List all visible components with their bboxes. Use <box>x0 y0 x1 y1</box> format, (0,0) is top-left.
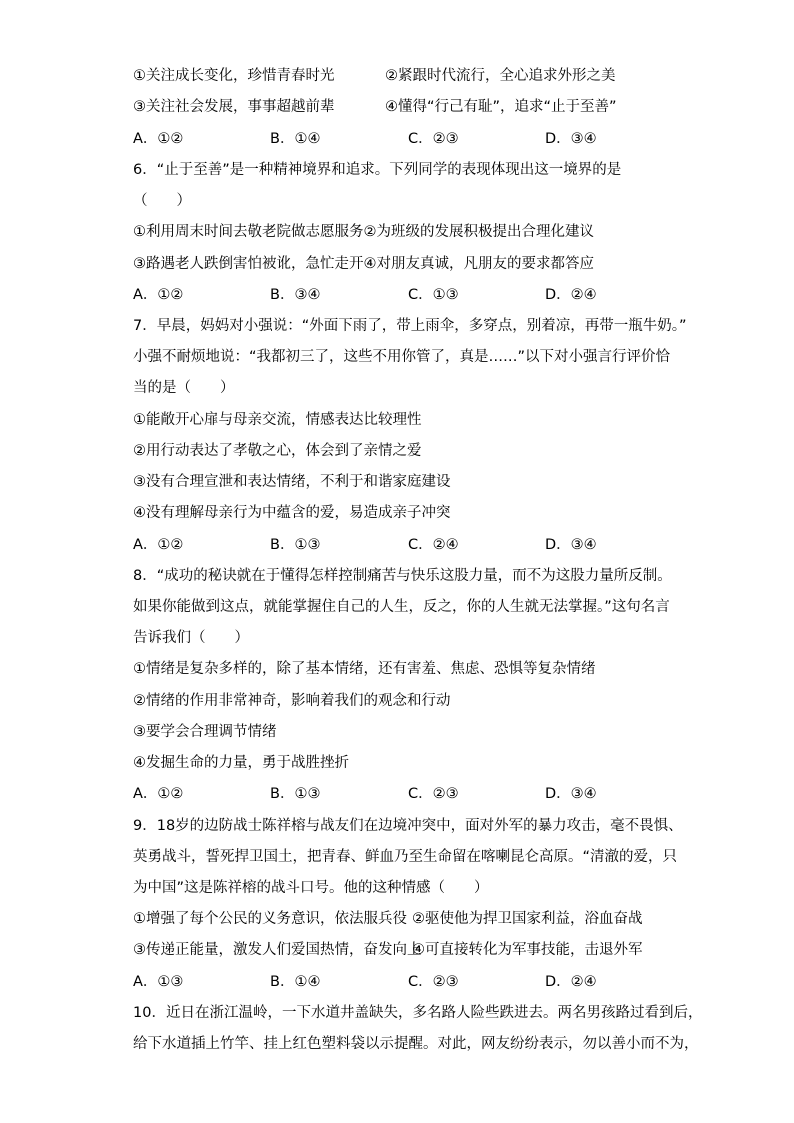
q8-item-3: ③要学会合理调节情绪 <box>133 724 277 740</box>
q9-choice-c: C．②③ <box>408 974 459 990</box>
q7-stem-line-3: 当的是（ ） <box>133 380 235 396</box>
q6-options-line-1: ①利用周末时间去敬老院做志愿服务②为班级的发展积极提出合理化建议 <box>133 224 594 240</box>
q5-choice-d: D．③④ <box>545 131 597 147</box>
q9-option-2: ②驱使他为捍卫国家利益，浴血奋战 <box>412 911 643 927</box>
q7-stem-line-2: 小强不耐烦地说：“我都初三了，这些不用你管了，真是……”以下对小强言行评价恰 <box>133 349 671 365</box>
q6-choice-d: D．②④ <box>545 287 597 303</box>
q6-choice-c: C．①③ <box>408 287 459 303</box>
q10-stem-line-1: 10．近日在浙江温岭，一下水道井盖缺失，多名路人险些跌进去。两名男孩路过看到后， <box>133 1005 703 1021</box>
q9-stem-line-1: 9．18岁的边防战士陈祥榕与战友们在边境冲突中，面对外军的暴力攻击，毫不畏惧、 <box>133 818 683 834</box>
q7-choice-c: C．②④ <box>408 537 459 553</box>
q8-item-1: ①情绪是复杂多样的，除了基本情绪，还有害羞、焦虑、恐惧等复杂情绪 <box>133 661 596 677</box>
q8-item-2: ②情绪的作用非常神奇，影响着我们的观念和行动 <box>133 693 451 709</box>
q9-stem-line-3: 为中国”这是陈祥榕的战斗口号。他的这种情感（ ） <box>133 880 489 896</box>
q5-choice-b: B．①④ <box>270 131 321 147</box>
q7-item-3: ③没有合理宣泄和表达情绪，不利于和谐家庭建设 <box>133 474 451 490</box>
q5-option-4: ④懂得“行己有耻”，追求“止于至善” <box>385 99 617 115</box>
q7-choice-d: D．③④ <box>545 537 597 553</box>
q9-option-4: ④可直接转化为军事技能，击退外军 <box>412 942 643 958</box>
q8-stem-line-2: 如果你能做到这点，就能掌握住自己的人生，反之，你的人生就无法掌握。”这句名言 <box>133 599 670 615</box>
q7-choice-b: B．①③ <box>270 537 321 553</box>
q9-choice-d: D．②④ <box>545 974 597 990</box>
q8-choice-c: C．②③ <box>408 786 459 802</box>
q9-option-3: ③传递正能量，激发人们爱国热情，奋发向上 <box>133 942 422 958</box>
q7-stem-line-1: 7．早晨，妈妈对小强说：“外面下雨了，带上雨伞，多穿点，别着凉，再带一瓶牛奶。” <box>133 318 687 334</box>
q7-item-1: ①能敞开心扉与母亲交流，情感表达比较理性 <box>133 412 422 428</box>
q8-choice-a: A．①② <box>133 786 184 802</box>
q9-option-1: ①增强了每个公民的义务意识，依法服兵役 <box>133 911 407 927</box>
q8-choice-b: B．①③ <box>270 786 321 802</box>
q7-choice-a: A．①② <box>133 537 184 553</box>
q9-choice-a: A．①③ <box>133 974 184 990</box>
q6-choice-b: B．③④ <box>270 287 321 303</box>
q6-options-line-2: ③路遇老人跌倒害怕被讹，急忙走开④对朋友真诚，凡朋友的要求都答应 <box>133 256 594 272</box>
q5-choice-c: C．②③ <box>408 131 459 147</box>
q10-stem-line-2: 给下水道插上竹竿、挂上红色塑料袋以示提醒。对此，网友纷纷表示，勿以善小而不为， <box>133 1036 699 1052</box>
q7-item-2: ②用行动表达了孝敬之心，体会到了亲情之爱 <box>133 443 422 459</box>
q8-choice-d: D．③④ <box>545 786 597 802</box>
q9-choice-b: B．①④ <box>270 974 321 990</box>
q6-choice-a: A．①② <box>133 287 184 303</box>
q5-option-3: ③关注社会发展，事事超越前辈 <box>133 99 335 115</box>
q8-stem-line-3: 告诉我们（ ） <box>133 630 249 646</box>
q8-item-4: ④发掘生命的力量，勇于战胜挫折 <box>133 755 349 771</box>
q6-stem: 6．“止于至善”是一种精神境界和追求。下列同学的表现体现出这一境界的是 <box>133 162 622 178</box>
q5-option-2: ②紧跟时代流行，全心追求外形之美 <box>385 68 616 84</box>
q8-stem-line-1: 8．“成功的秘诀就在于懂得怎样控制痛苦与快乐这股力量，而不为这股力量所反制。 <box>133 568 672 584</box>
q5-option-1: ①关注成长变化，珍惜青春时光 <box>133 68 335 84</box>
q5-choice-a: A．①② <box>133 131 184 147</box>
q7-item-4: ④没有理解母亲行为中蕴含的爱，易造成亲子冲突 <box>133 505 451 521</box>
q6-answer-bracket: （ ） <box>133 193 191 209</box>
q9-stem-line-2: 英勇战斗，誓死捍卫国土，把青春、鲜血乃至生命留在喀喇昆仑高原。“清澈的爱，只 <box>133 849 678 865</box>
